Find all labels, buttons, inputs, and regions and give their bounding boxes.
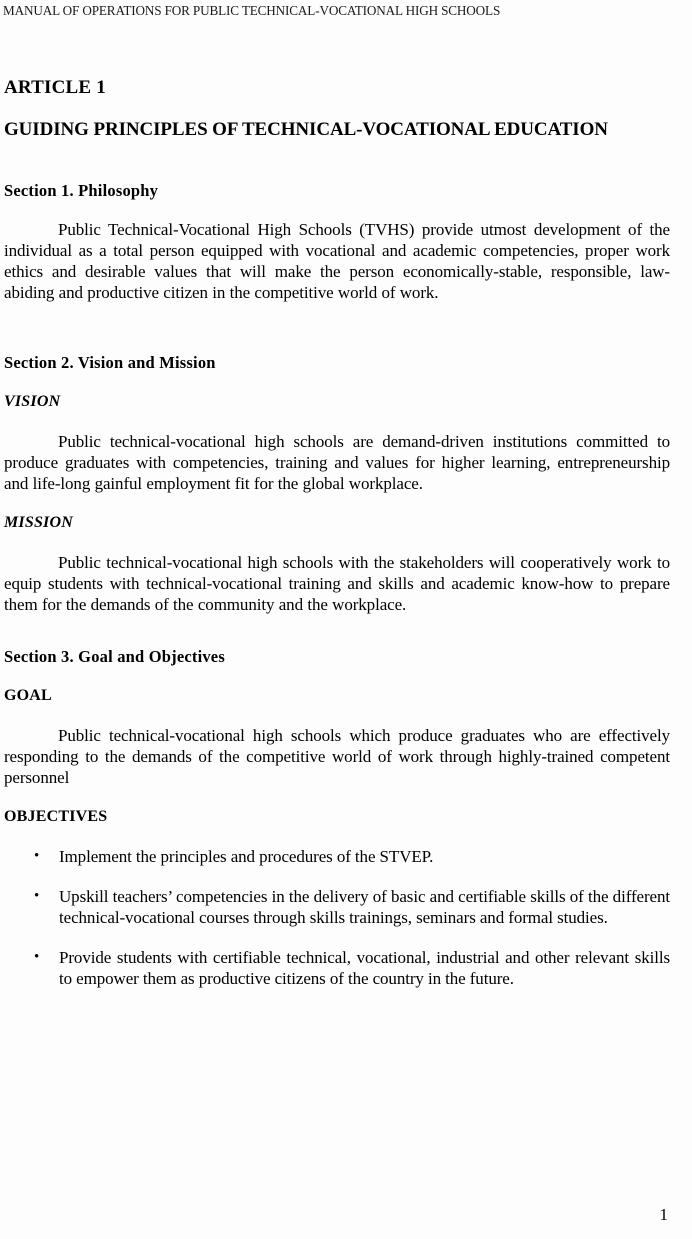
list-item — [4, 947, 670, 989]
objectives-label: OBJECTIVES — [4, 808, 108, 825]
article-label: ARTICLE 1 — [4, 77, 106, 98]
philosophy-paragraph: Public Technical-Vocational High Schools (TVHS) provide utmost development of the individual as a total person equipped with vocational and academic competencies, proper work ethics and desirable values that will make the person economically-stable, responsible, law-abiding and productive citizen in the competitive world of work. — [4, 220, 670, 302]
article-title: GUIDING PRINCIPLES OF TECHNICAL-VOCATIONAL EDUCATION — [4, 119, 608, 140]
list-item — [4, 846, 670, 867]
mission-paragraph: Public technical-vocational high schools with the stakeholders will cooperatively work to equip students with technical-vocational training and skills and academic know-how to prepare them for the demands of the community and the workplace. — [4, 553, 670, 614]
mission-label: MISSION — [4, 514, 73, 531]
goal-label: GOAL — [4, 687, 52, 704]
bullet-icon: • — [34, 848, 40, 864]
objectives-list — [4, 846, 670, 989]
goal-paragraph: Public technical-vocational high schools which produce graduates who are effectively responding to the demands of the competitive world of work through highly-trained competent personnel — [4, 726, 670, 787]
section-spacer — [4, 321, 670, 352]
list-item-text: Provide students with certifiable technical, vocational, industrial and other relevant skills to empower them as productive citizens of the country in the future. — [59, 948, 670, 988]
bullet-icon: • — [34, 949, 40, 965]
page-number: 1 — [659, 1205, 668, 1224]
section-heading-vision-mission: Section 2. Vision and Mission — [4, 353, 216, 372]
running-head: MANUAL OF OPERATIONS FOR PUBLIC TECHNICAL-VOCATIONAL HIGH SCHOOLS — [3, 3, 501, 18]
document-body — [4, 76, 670, 989]
section-spacer — [4, 615, 670, 646]
vision-paragraph: Public technical-vocational high schools are demand-driven institutions committed to produce graduates with competencies, training and values for higher learning, entrepreneurship and life-long gainful employment fit for the global workplace. — [4, 432, 670, 493]
section-heading-philosophy: Section 1. Philosophy — [4, 181, 159, 200]
bullet-icon: • — [34, 888, 40, 904]
list-item-text: Implement the principles and procedures of the STVEP. — [59, 847, 434, 866]
vision-label: VISION — [4, 393, 61, 410]
list-item — [4, 886, 670, 928]
section-heading-goal-objectives: Section 3. Goal and Objectives — [4, 647, 225, 666]
list-item-text: Upskill teachers’ competencies in the delivery of basic and certifiable skills of the different technical-vocational courses through skills trainings, seminars and formal studies. — [59, 887, 670, 927]
